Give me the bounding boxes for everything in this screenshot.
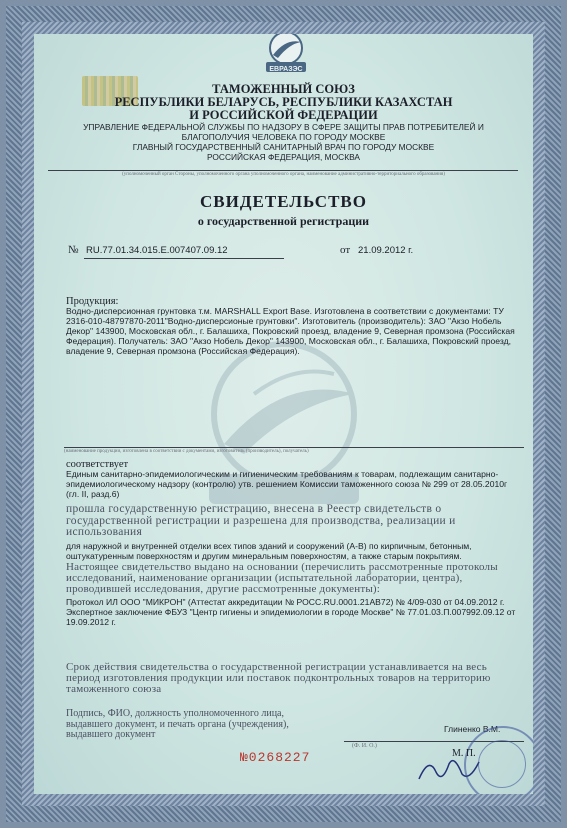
- product-underline: [64, 447, 524, 448]
- conformity-label: соответствует: [66, 459, 129, 470]
- registry-usage: для наружной и внутренней отделки всех типов зданий и сооружений (А-В) по кирпичным, бетонным, оштукатуренным поверхностям и другим минеральным поверхностям, а также старым покрытиям.: [66, 541, 472, 561]
- certificate-sheet: [34, 34, 533, 794]
- republics-heading: РЕСПУБЛИКИ БЕЛАРУСЬ, РЕСПУБЛИКИ КАЗАХСТАН: [114, 95, 453, 109]
- fio-caption: (Ф. И. О.): [352, 743, 377, 749]
- product-text: Водно-дисперсионная грунтовка т.м. MARSHALL Export Base. Изготовлена в соответствии с документами: ТУ 2316-010-48797870-2011"Водно-дисперсионые грунтовки". Изготовитель (производитель): ЗАО "Акзо Нобель Декор" 143900, Московская обл., г. Балашиха, Покровский проезд, владение 9, Северная промзона (Российская Федерация). Получатель: ЗАО "Акзо Нобель Декор" 143900, Московская обл., г. Балашиха, Покровский проезд, владение 9, Северная промзона (Российская Федерация).: [66, 306, 515, 356]
- signature-label: Подпись, ФИО, должность уполномоченного лица, выдавшего документ, и печать органа (учреждения), выдавшего документ: [66, 708, 289, 740]
- cert-date-label: от: [340, 244, 351, 256]
- cert-number: RU.77.01.34.015.Е.007407.09.12: [86, 245, 228, 256]
- rf-heading: И РОССИЙСКОЙ ФЕДЕРАЦИИ: [189, 108, 378, 122]
- product-caption: (наименование продукции, изготовлена в соответствии с документами, изготовитель (производитель), получатель): [64, 449, 309, 454]
- customs-union-heading: ТАМОЖЕННЫЙ СОЮЗ: [212, 82, 355, 96]
- cert-number-underline: [84, 258, 284, 259]
- signatory-name: Глиненко В.М.: [444, 724, 501, 734]
- authority-caption: (уполномоченный орган Стороны, уполномоченного органа уполномоченного органа, наименование административно-территориального образования): [122, 172, 445, 177]
- basis-detail: Протокол ИЛ ООО "МИКРОН" (Аттестат аккредитации № РОСС.RU.0001.21АВ72) № 4/09-030 от 04.09.2012 г. Экспертное заключение ФБУЗ "Центр гигиены и эпидемиологии в городе Москве" № 77.01.03.П.007992.09.12 от 19.09.2012 г.: [66, 597, 516, 627]
- serial-number: №0268227: [240, 750, 311, 765]
- office-line-4: РОССИЙСКАЯ ФЕДЕРАЦИЯ, МОСКВА: [207, 152, 360, 162]
- registry-text: прошла государственную регистрацию, внесена в Реестр свидетельств о государственной регистрации и разрешена для производства, реализации и использования: [66, 503, 456, 538]
- document-title: СВИДЕТЕЛЬСТВО: [200, 192, 367, 211]
- office-line-3: ГЛАВНЫЙ ГОСУДАРСТВЕННЫЙ САНИТАРНЫЙ ВРАЧ ПО ГОРОДУ МОСКВЕ: [132, 142, 435, 152]
- cert-date: 21.09.2012 г.: [358, 245, 414, 256]
- document-subtitle: о государственной регистрации: [197, 214, 370, 228]
- official-stamp: [464, 726, 533, 794]
- emblem-label: ЕВРАЗЭС: [269, 66, 303, 73]
- product-label: Продукция:: [66, 296, 119, 307]
- office-line-2: БЛАГОПОЛУЧИЯ ЧЕЛОВЕКА ПО ГОРОДУ МОСКВЕ: [181, 132, 386, 142]
- validity-text: Срок действия свидетельства о государственной регистрации устанавливается на весь период изготовления продукции или поставок подконтрольных товаров на территорию таможенного союза: [66, 661, 491, 695]
- cert-no-label: №: [68, 244, 79, 256]
- basis-text: Настоящее свидетельство выдано на основании (перечислить рассмотренные протоколы исследований, наименование организации (испытательной лаборатории, центра), проводившей исследования, другие рассмотренные документы):: [66, 561, 498, 595]
- mp-label: М. П.: [452, 748, 476, 759]
- authority-underline: [48, 170, 518, 171]
- office-line-1: УПРАВЛЕНИЕ ФЕДЕРАЛЬНОЙ СЛУЖБЫ ПО НАДЗОРУ В СФЕРЕ ЗАЩИТЫ ПРАВ ПОТРЕБИТЕЛЕЙ И: [83, 122, 484, 132]
- conformity-text: Единым санитарно-эпидемиологическим и гигиеническим требованиям к товарам, подлежащим санитарно-эпидемиологическому надзору (контролю) утв. решением Комиссии таможенного союза № 299 от 28.05.2010г (гл. II, разд.6): [66, 469, 508, 499]
